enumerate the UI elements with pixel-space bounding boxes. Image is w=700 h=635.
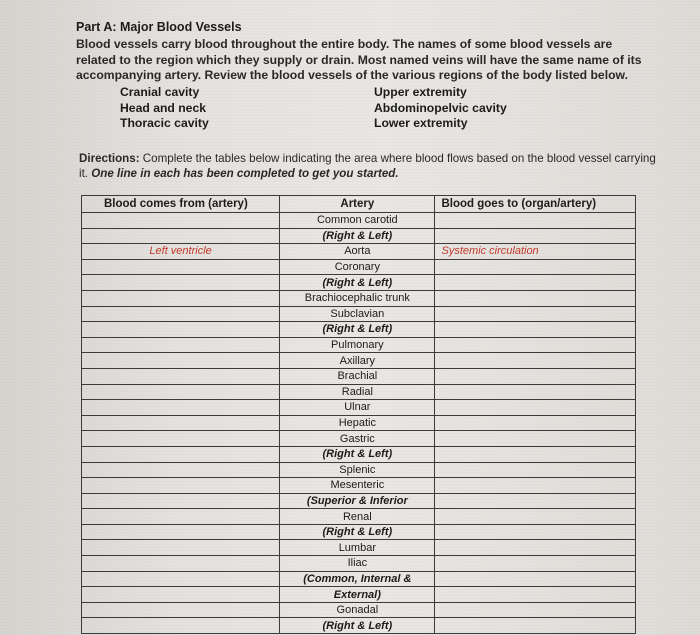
table-row bbox=[82, 602, 636, 618]
cell-artery: (Right & Left) bbox=[280, 618, 435, 634]
cell-blood-to[interactable] bbox=[435, 213, 636, 229]
regions-right-column bbox=[374, 85, 594, 132]
cell-blood-from[interactable] bbox=[82, 446, 280, 462]
table-row bbox=[82, 400, 636, 416]
table-row bbox=[82, 353, 636, 369]
cell-blood-to[interactable] bbox=[435, 322, 636, 338]
cell-blood-to[interactable] bbox=[435, 478, 636, 494]
cell-blood-from[interactable]: Left ventricle bbox=[82, 244, 280, 260]
cell-blood-to[interactable] bbox=[435, 446, 636, 462]
cell-blood-to[interactable] bbox=[435, 259, 636, 275]
table-header-row bbox=[82, 196, 636, 213]
cell-blood-from[interactable] bbox=[82, 384, 280, 400]
table-row bbox=[82, 290, 636, 306]
cell-blood-to[interactable] bbox=[435, 618, 636, 634]
table-row bbox=[82, 322, 636, 338]
table-row bbox=[82, 446, 636, 462]
cell-blood-from[interactable] bbox=[82, 337, 280, 353]
table-row bbox=[82, 524, 636, 540]
region-item: Cranial cavity bbox=[120, 85, 200, 99]
cell-artery: Aorta bbox=[280, 244, 435, 260]
region-item: Head and neck bbox=[120, 100, 207, 115]
cell-blood-to[interactable] bbox=[435, 509, 636, 525]
table-row bbox=[82, 571, 636, 587]
cell-blood-to[interactable] bbox=[435, 540, 636, 556]
table-row bbox=[82, 384, 636, 400]
table-row bbox=[82, 478, 636, 494]
cell-blood-to[interactable] bbox=[435, 602, 636, 618]
cell-blood-to[interactable] bbox=[435, 462, 636, 478]
table-row bbox=[82, 337, 636, 353]
table-row bbox=[82, 540, 636, 556]
cell-artery: Subclavian bbox=[280, 306, 435, 322]
cell-blood-to[interactable] bbox=[435, 493, 636, 509]
directions-body: Complete the tables below indicating the area where blood flows based on the blood vessel carrying it. bbox=[79, 152, 656, 180]
cell-artery: External) bbox=[280, 587, 435, 603]
table-row bbox=[82, 587, 636, 603]
cell-blood-to[interactable]: Systemic circulation bbox=[435, 244, 636, 260]
table-row bbox=[82, 213, 636, 229]
cell-artery: Radial bbox=[280, 384, 435, 400]
cell-blood-from[interactable] bbox=[82, 462, 280, 478]
cell-blood-from[interactable] bbox=[82, 556, 280, 572]
cell-artery: Gastric bbox=[280, 431, 435, 447]
cell-artery: Common carotid bbox=[280, 213, 435, 229]
cell-blood-from[interactable] bbox=[82, 228, 280, 244]
cell-blood-from[interactable] bbox=[82, 275, 280, 291]
cell-blood-to[interactable] bbox=[435, 587, 636, 603]
table-row bbox=[82, 431, 636, 447]
cell-artery: Ulnar bbox=[280, 400, 435, 416]
cell-blood-from[interactable] bbox=[82, 602, 280, 618]
header-artery: Artery bbox=[280, 196, 435, 213]
intro-paragraph: Blood vessels carry blood throughout the entire body. The names of some blood vessels are related to the region which they supply or drain. Most named veins will have the same name of its accompanying artery. Review the blood vessels of the various regions of the body listed below. bbox=[76, 37, 642, 83]
cell-blood-to[interactable] bbox=[435, 524, 636, 540]
header-blood-comes-from: Blood comes from (artery) bbox=[82, 196, 280, 213]
cell-artery: Renal bbox=[280, 509, 435, 525]
cell-blood-to[interactable] bbox=[435, 337, 636, 353]
cell-artery: Iliac bbox=[280, 556, 435, 572]
cell-blood-from[interactable] bbox=[82, 415, 280, 431]
cell-blood-to[interactable] bbox=[435, 415, 636, 431]
cell-artery: (Right & Left) bbox=[280, 446, 435, 462]
table-row bbox=[82, 509, 636, 525]
region-item: Thoracic cavity bbox=[120, 116, 209, 130]
table-row bbox=[82, 493, 636, 509]
cell-blood-from[interactable] bbox=[82, 431, 280, 447]
cell-artery: Hepatic bbox=[280, 415, 435, 431]
cell-blood-to[interactable] bbox=[435, 571, 636, 587]
cell-blood-to[interactable] bbox=[435, 368, 636, 384]
cell-blood-to[interactable] bbox=[435, 275, 636, 291]
cell-blood-from[interactable] bbox=[82, 540, 280, 556]
section-title: Part A: Major Blood Vessels bbox=[76, 20, 242, 34]
cell-artery: Brachial bbox=[280, 368, 435, 384]
cell-blood-to[interactable] bbox=[435, 290, 636, 306]
cell-artery: Brachiocephalic trunk bbox=[280, 290, 435, 306]
regions-left-column bbox=[120, 85, 340, 132]
table-row bbox=[82, 228, 636, 244]
cell-artery: (Right & Left) bbox=[280, 228, 435, 244]
cell-blood-from[interactable] bbox=[82, 306, 280, 322]
cell-blood-from[interactable] bbox=[82, 400, 280, 416]
table-row bbox=[82, 415, 636, 431]
table-row bbox=[82, 368, 636, 384]
directions-text bbox=[79, 151, 659, 181]
cell-artery: Axillary bbox=[280, 353, 435, 369]
cell-blood-to[interactable] bbox=[435, 400, 636, 416]
cell-artery: Splenic bbox=[280, 462, 435, 478]
cell-blood-to[interactable] bbox=[435, 431, 636, 447]
cell-blood-from[interactable] bbox=[82, 368, 280, 384]
region-item: Lower extremity bbox=[374, 116, 468, 130]
cell-blood-from[interactable] bbox=[82, 259, 280, 275]
cell-blood-from[interactable] bbox=[82, 493, 280, 509]
cell-blood-to[interactable] bbox=[435, 228, 636, 244]
cell-blood-from[interactable] bbox=[82, 587, 280, 603]
cell-blood-from[interactable] bbox=[82, 478, 280, 494]
cell-blood-from[interactable] bbox=[82, 571, 280, 587]
cell-blood-from[interactable] bbox=[82, 353, 280, 369]
cell-artery: Gonadal bbox=[280, 602, 435, 618]
table-row bbox=[82, 306, 636, 322]
cell-blood-from[interactable] bbox=[82, 213, 280, 229]
cell-blood-from[interactable] bbox=[82, 509, 280, 525]
region-item: Upper extremity bbox=[374, 85, 467, 99]
cell-blood-from[interactable] bbox=[82, 524, 280, 540]
region-item: Abdominopelvic cavity bbox=[374, 100, 507, 115]
header-blood-goes-to: Blood goes to (organ/artery) bbox=[435, 196, 636, 213]
cell-blood-to[interactable] bbox=[435, 384, 636, 400]
cell-artery: Mesenteric bbox=[280, 478, 435, 494]
cell-artery: (Right & Left) bbox=[280, 322, 435, 338]
directions-note: One line in each has been completed to get you started. bbox=[91, 167, 399, 180]
cell-artery: (Common, Internal & bbox=[280, 571, 435, 587]
cell-artery: Coronary bbox=[280, 259, 435, 275]
cell-blood-to[interactable] bbox=[435, 306, 636, 322]
cell-artery: (Right & Left) bbox=[280, 275, 435, 291]
table-row bbox=[82, 275, 636, 291]
cell-blood-from[interactable] bbox=[82, 290, 280, 306]
table-row bbox=[82, 618, 636, 634]
blood-vessel-table bbox=[81, 195, 636, 634]
cell-artery: Lumbar bbox=[280, 540, 435, 556]
table-row bbox=[82, 462, 636, 478]
table-row bbox=[82, 259, 636, 275]
table-row bbox=[82, 244, 636, 260]
table-row bbox=[82, 556, 636, 572]
cell-blood-to[interactable] bbox=[435, 556, 636, 572]
cell-blood-to[interactable] bbox=[435, 353, 636, 369]
cell-artery: Pulmonary bbox=[280, 337, 435, 353]
cell-artery: (Right & Left) bbox=[280, 524, 435, 540]
cell-artery: (Superior & Inferior bbox=[280, 493, 435, 509]
cell-blood-from[interactable] bbox=[82, 322, 280, 338]
cell-blood-from[interactable] bbox=[82, 618, 280, 634]
directions-label: Directions: bbox=[79, 152, 140, 165]
